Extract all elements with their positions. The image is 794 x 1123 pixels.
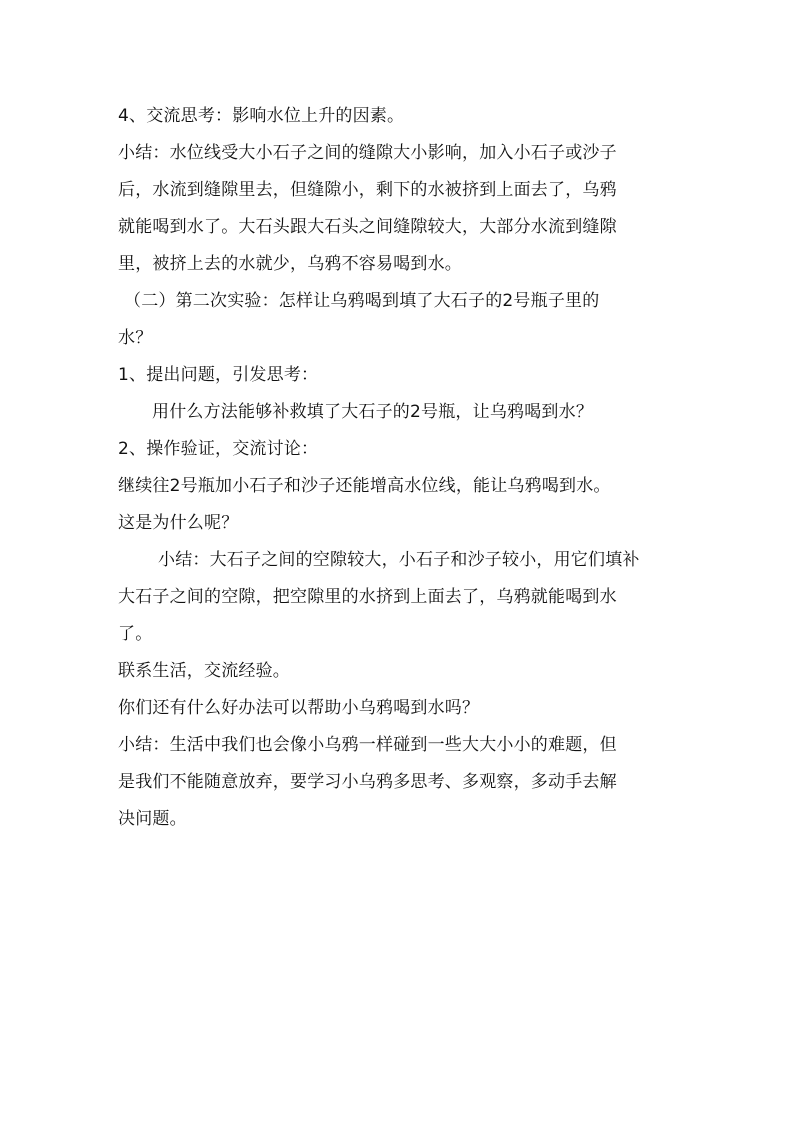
summary-paragraph-1-line-3: 就能喝到水了。大石头跟大石头之间缝隙较大，大部分水流到缝隙 [118, 217, 617, 237]
life-connection-question: 你们还有什么好办法可以帮助小乌鸦喝到水吗？ [118, 698, 480, 718]
summary-paragraph-2-line-2: 大石子之间的空隙，把空隙里的水挤到上面去了，乌鸦就能喝到水 [118, 587, 617, 607]
experiment-two-heading-line-1: （二）第二次实验：怎样让乌鸦喝到填了大石子的2号瓶子里的 [124, 291, 600, 311]
summary-paragraph-1-line-1: 小结：水位线受大小石子之间的缝隙大小影响，加入小石子或沙子 [118, 143, 617, 163]
document-body [118, 98, 678, 838]
experiment-two-heading-line-2: 水？ [118, 328, 153, 348]
life-connection-heading: 联系生活，交流经验。 [118, 661, 290, 681]
step-2-text-line-1: 继续往2号瓶加小石子和沙子还能增高水位线，能让乌鸦喝到水。 [118, 476, 611, 496]
step-2-heading: 2、操作验证，交流讨论： [118, 439, 319, 459]
step-1-heading: 1、提出问题，引发思考： [118, 365, 319, 385]
step-1-question: 用什么方法能够补救填了大石子的2号瓶，让乌鸦喝到水？ [152, 402, 594, 422]
summary-paragraph-2-line-1: 小结：大石子之间的空隙较大，小石子和沙子较小，用它们填补 [158, 550, 640, 570]
summary-paragraph-3-line-1: 小结：生活中我们也会像小乌鸦一样碰到一些大大小小的难题，但 [118, 735, 617, 755]
summary-paragraph-2-line-3: 了。 [118, 624, 153, 644]
summary-paragraph-1-line-4: 里，被挤上去的水就少，乌鸦不容易喝到水。 [118, 254, 462, 274]
section-heading-factors: 4、交流思考：影响水位上升的因素。 [118, 106, 405, 126]
summary-paragraph-3-line-2: 是我们不能随意放弃，要学习小乌鸦多思考、多观察，多动手去解 [118, 772, 617, 792]
summary-paragraph-3-line-3: 决问题。 [118, 809, 187, 829]
step-2-text-line-2: 这是为什么呢？ [118, 513, 239, 533]
summary-paragraph-1-line-2: 后，水流到缝隙里去，但缝隙小，剩下的水被挤到上面去了，乌鸦 [118, 180, 617, 200]
